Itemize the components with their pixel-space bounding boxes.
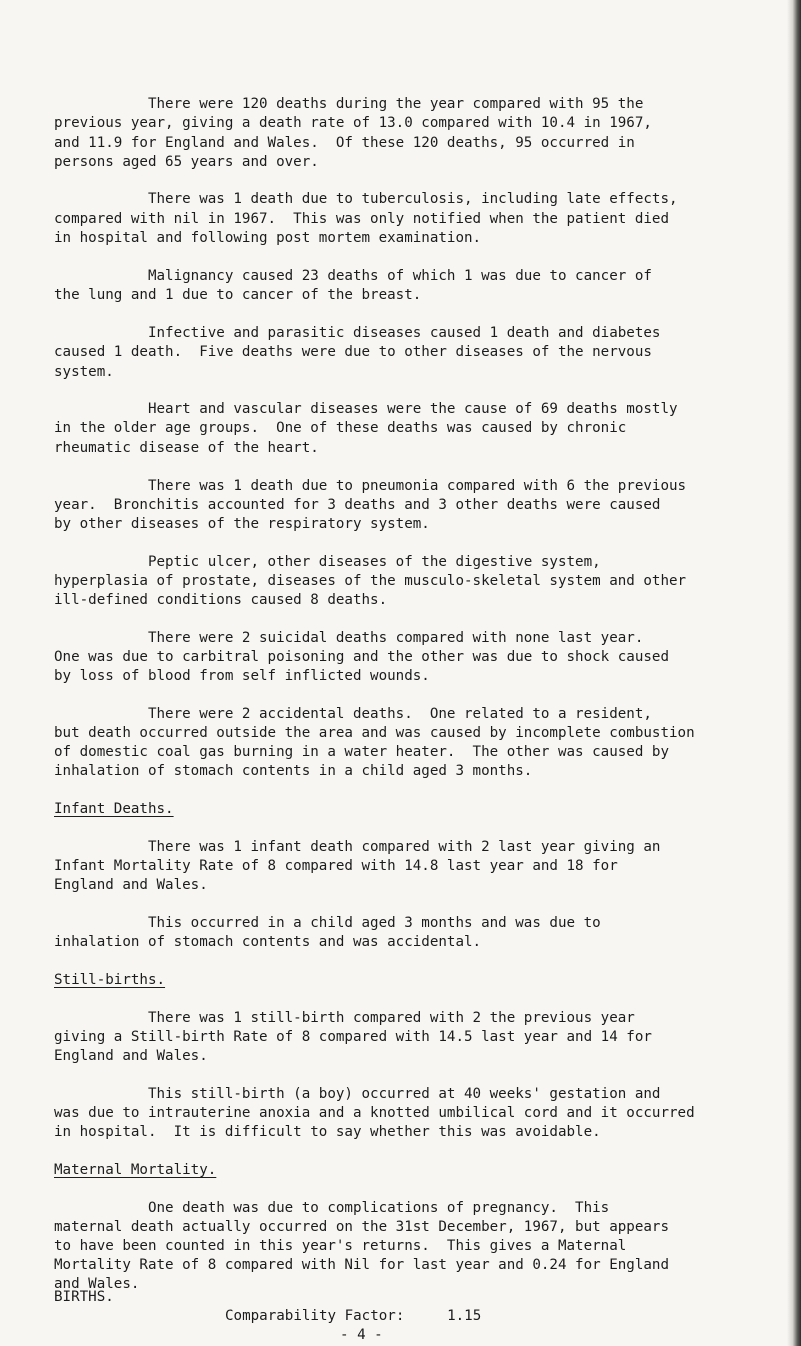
paragraph-line: year. Bronchitis accounted for 3 deaths and 3 other deaths were caused <box>54 497 661 513</box>
paragraph-line: to have been counted in this year's returns. This gives a Maternal <box>54 1238 627 1254</box>
paragraph-line: There was 1 infant death compared with 2 last year giving an <box>54 839 661 855</box>
paragraph-line: by other diseases of the respiratory system. <box>54 516 430 532</box>
paragraph-line: One death was due to complications of pregnancy. This <box>54 1200 610 1216</box>
paragraph-line: Infective and parasitic diseases caused 1 death and diabetes <box>54 325 661 341</box>
paragraph-line: but death occurred outside the area and was caused by incomplete combustion <box>54 725 695 741</box>
page-number: - 4 - <box>340 1327 383 1343</box>
paragraph-line: England and Wales. <box>54 877 208 893</box>
paragraph-line: previous year, giving a death rate of 13.0 compared with 10.4 in 1967, <box>54 115 652 131</box>
paragraph-line: There were 2 accidental deaths. One related to a resident, <box>54 706 652 722</box>
paragraph-line: the lung and 1 due to cancer of the breast. <box>54 287 422 303</box>
paragraph-line: compared with nil in 1967. This was only notified when the patient died <box>54 211 669 227</box>
paragraph-line: maternal death actually occurred on the 31st December, 1967, but appears <box>54 1219 669 1235</box>
paragraph-line: Heart and vascular diseases were the cause of 69 deaths mostly <box>54 401 678 417</box>
paragraph-line: in hospital. It is difficult to say whether this was avoidable. <box>54 1124 601 1140</box>
paragraph-line: ill-defined conditions caused 8 deaths. <box>54 592 388 608</box>
section-heading: Infant Deaths. <box>54 801 174 817</box>
paragraph-line: and Wales. <box>54 1276 140 1292</box>
paragraph-line: inhalation of stomach contents in a child aged 3 months. <box>54 763 533 779</box>
paragraph-line: giving a Still-birth Rate of 8 compared with 14.5 last year and 14 for <box>54 1029 652 1045</box>
paragraph-line: persons aged 65 years and over. <box>54 154 319 170</box>
paragraph-line: Infant Mortality Rate of 8 compared with 14.8 last year and 18 for <box>54 858 618 874</box>
births-heading: BIRTHS. <box>54 1289 114 1305</box>
paragraph-line: caused 1 death. Five deaths were due to other diseases of the nervous <box>54 344 652 360</box>
paragraph-line: of domestic coal gas burning in a water heater. The other was caused by <box>54 744 669 760</box>
paragraph-line: This occurred in a child aged 3 months and was due to <box>54 915 601 931</box>
scan-edge-shadow <box>787 0 801 1346</box>
paragraph-line: in the older age groups. One of these deaths was caused by chronic <box>54 420 627 436</box>
paragraph-line: There was 1 still-birth compared with 2 the previous year <box>54 1010 635 1026</box>
paragraph-line: This still-birth (a boy) occurred at 40 weeks' gestation and <box>54 1086 661 1102</box>
paragraph-line: system. <box>54 364 114 380</box>
paragraph-line: was due to intrauterine anoxia and a knotted umbilical cord and it occurred <box>54 1105 695 1121</box>
paragraph-line: One was due to carbitral poisoning and the other was due to shock caused <box>54 649 669 665</box>
paragraph-line: Malignancy caused 23 deaths of which 1 was due to cancer of <box>54 268 652 284</box>
paragraph-line: in hospital and following post mortem examination. <box>54 230 482 246</box>
section-heading: Maternal Mortality. <box>54 1162 217 1178</box>
comparability-factor: Comparability Factor: 1.15 <box>225 1308 482 1324</box>
paragraph-line: There was 1 death due to tuberculosis, including late effects, <box>54 191 678 207</box>
paragraph-line: There was 1 death due to pneumonia compared with 6 the previous <box>54 478 687 494</box>
paragraph-line: There were 2 suicidal deaths compared with none last year. <box>54 630 644 646</box>
paragraph-line: England and Wales. <box>54 1048 208 1064</box>
section-heading: Still-births. <box>54 972 166 988</box>
paragraph-line: Peptic ulcer, other diseases of the digestive system, <box>54 554 601 570</box>
paragraph-line: inhalation of stomach contents and was accidental. <box>54 934 482 950</box>
paragraph-line: There were 120 deaths during the year compared with 95 the <box>54 96 644 112</box>
paragraph-line: Mortality Rate of 8 compared with Nil for last year and 0.24 for England <box>54 1257 669 1273</box>
paragraph-line: hyperplasia of prostate, diseases of the musculo-skeletal system and other <box>54 573 687 589</box>
paragraph-line: and 11.9 for England and Wales. Of these 120 deaths, 95 occurred in <box>54 135 635 151</box>
paragraph-line: by loss of blood from self inflicted wounds. <box>54 668 430 684</box>
paragraph-line: rheumatic disease of the heart. <box>54 440 319 456</box>
